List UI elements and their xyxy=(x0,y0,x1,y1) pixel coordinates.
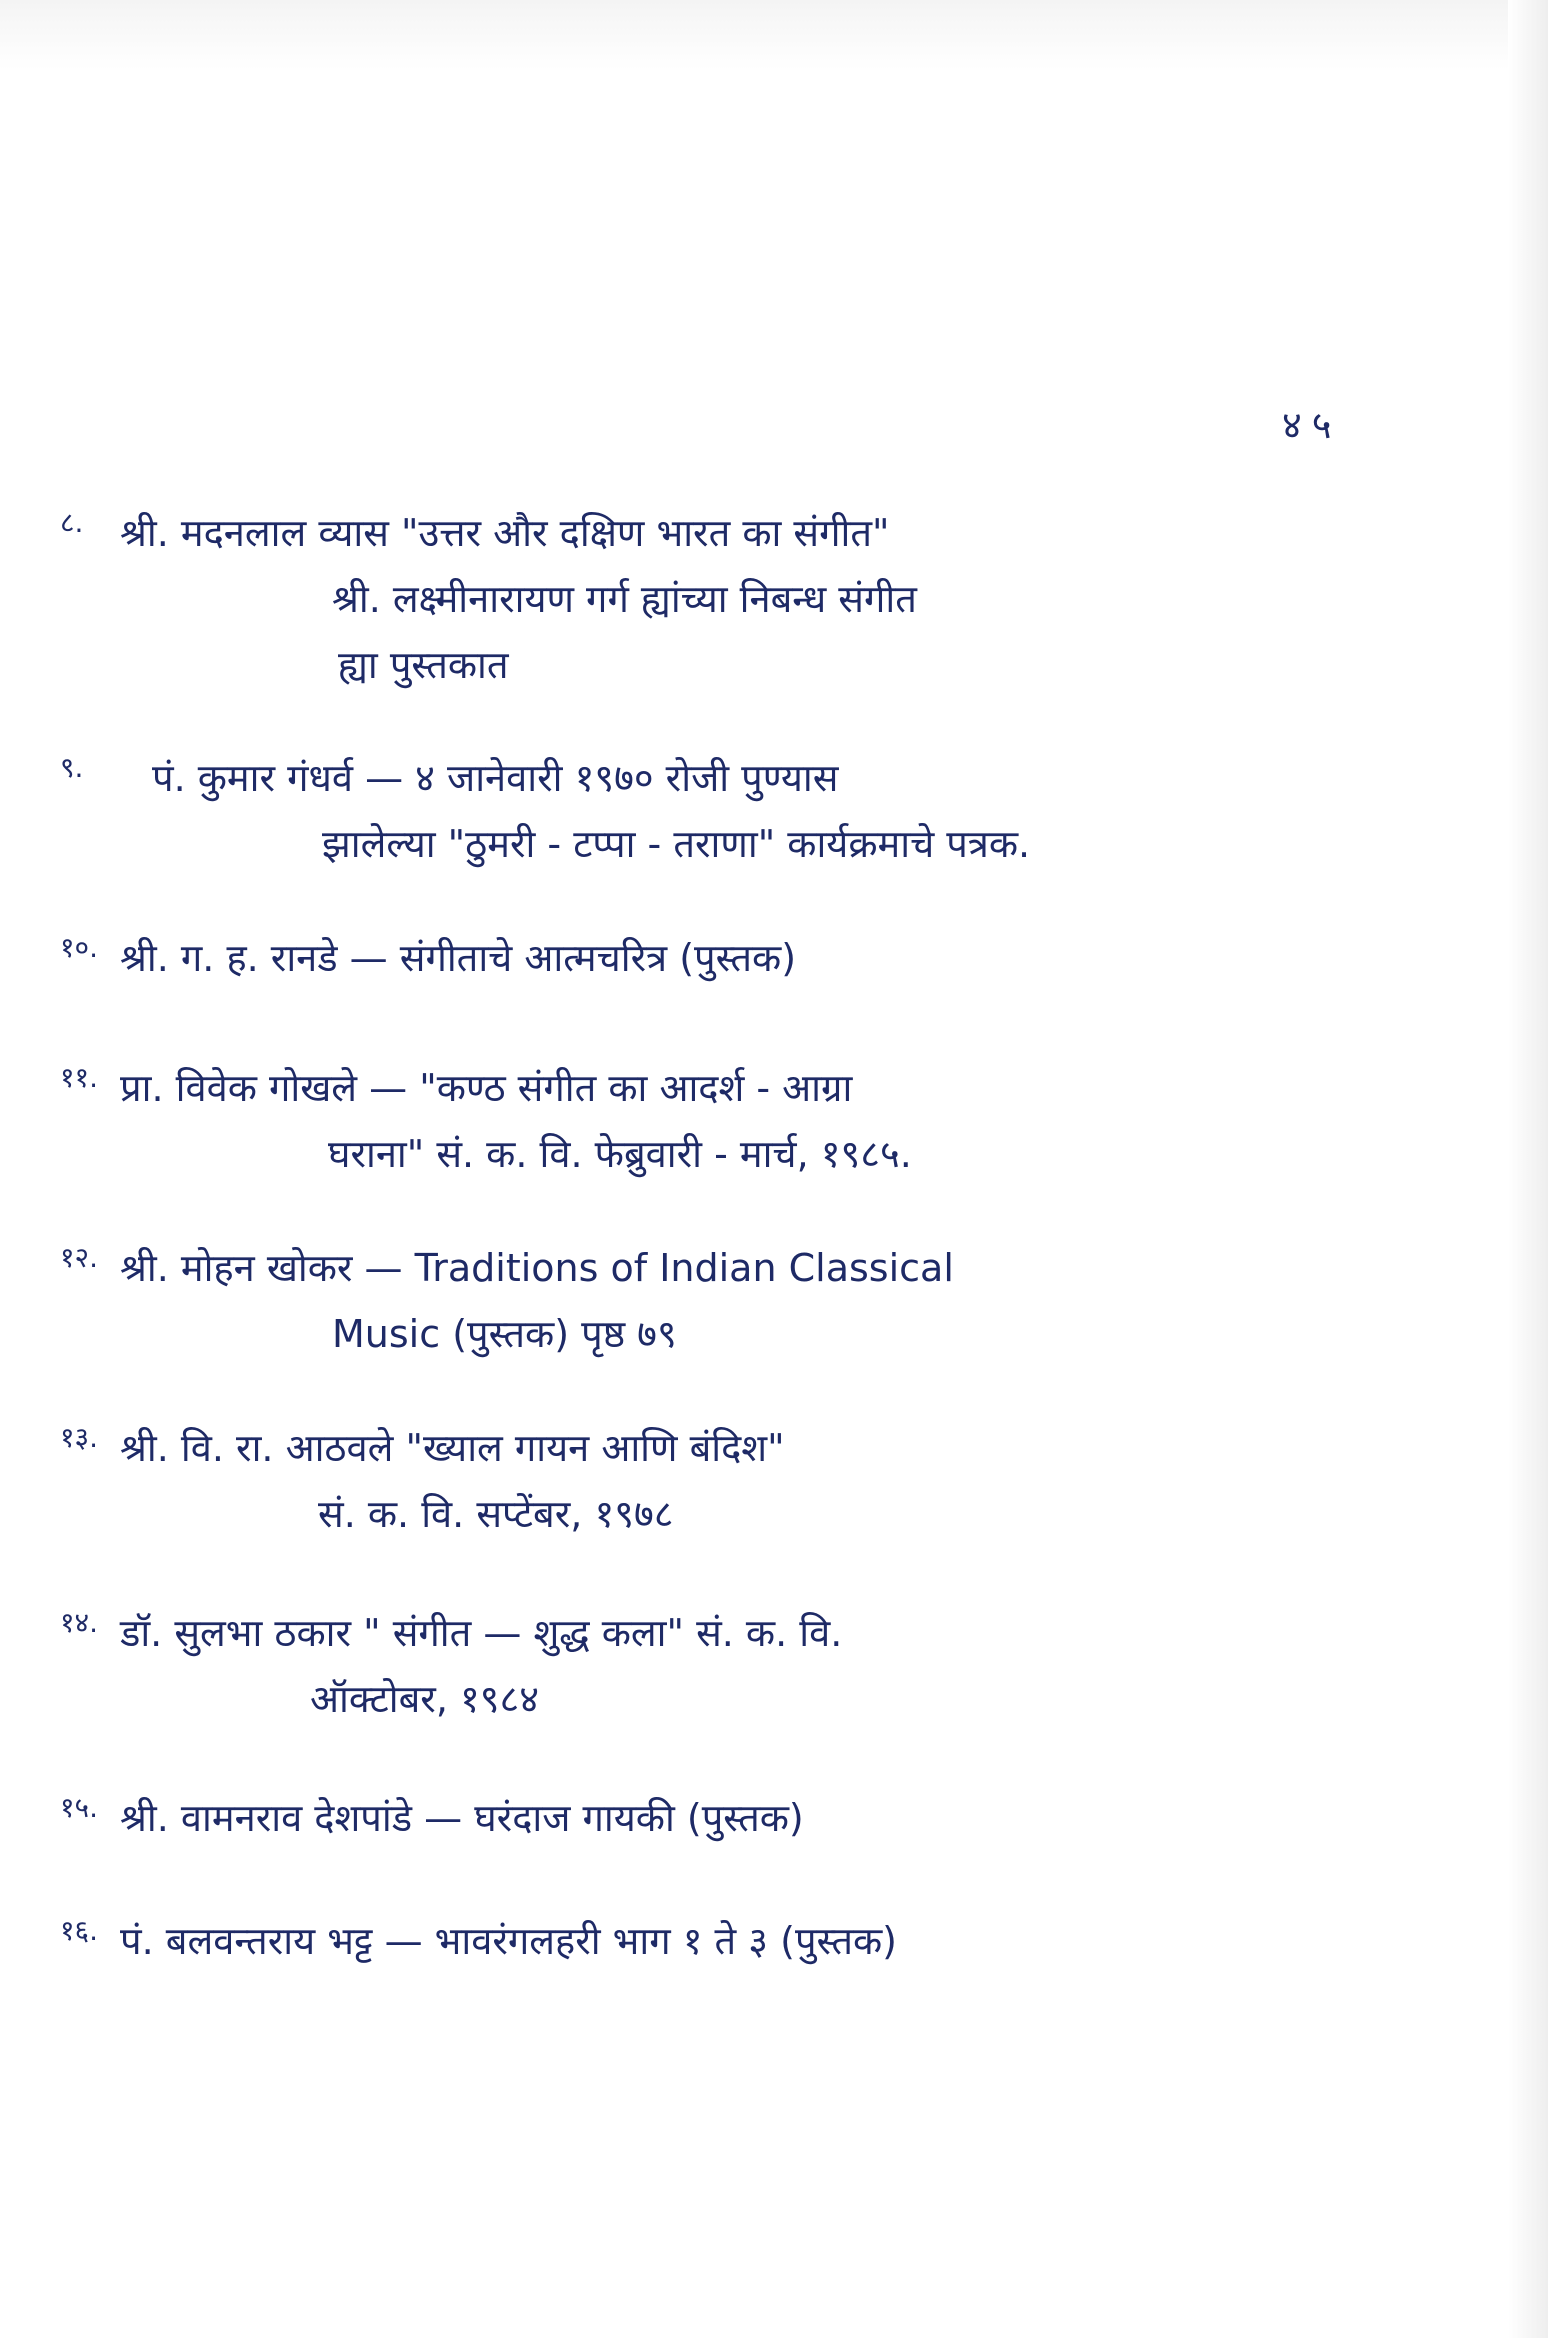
entry-line: श्री. मोहन खोकर — Traditions of Indian Classical xyxy=(120,1246,954,1290)
entry-number: ८. xyxy=(60,506,84,539)
entry-line: डॉ. सुलभा ठकार " संगीत — शुद्ध कला" सं. क. वि. xyxy=(120,1611,843,1655)
page-top-edge xyxy=(0,0,1548,70)
entry-line: श्री. ग. ह. रानडे — संगीताचे आत्मचरित्र (पुस्तक) xyxy=(120,936,797,980)
entry-number: १३. xyxy=(60,1421,99,1454)
page-right-edge xyxy=(1508,0,1548,2338)
entry-line: श्री. लक्ष्मीनारायण गर्ग ह्यांच्या निबन्ध संगीत xyxy=(332,577,917,621)
entry-line: सं. क. वि. सप्टेंबर, १९७८ xyxy=(318,1492,674,1536)
entry-line: घराना" सं. क. वि. फेब्रुवारी - मार्च, १९८५. xyxy=(328,1132,912,1176)
entry-line: श्री. वामनराव देशपांडे — घरंदाज गायकी (पुस्तक) xyxy=(120,1796,804,1840)
entry-number: १०. xyxy=(60,931,99,964)
entry-number: ९. xyxy=(60,751,84,784)
entry-line: ह्या पुस्तकात xyxy=(338,643,509,687)
entry-line: श्री. मदनलाल व्यास "उत्तर और दक्षिण भारत का संगीत" xyxy=(120,511,890,555)
entry-line: पं. बलवन्तराय भट्ट — भावरंगलहरी भाग १ ते ३ (पुस्तक) xyxy=(120,1919,897,1963)
entry-number: १२. xyxy=(60,1241,99,1274)
entry-line: Music (पुस्तक) पृष्ठ ७९ xyxy=(332,1312,677,1356)
entry-line: श्री. वि. रा. आठवले "ख्याल गायन आणि बंदिश" xyxy=(120,1426,785,1470)
entry-number: १४. xyxy=(60,1606,99,1639)
entry-number: ११. xyxy=(60,1061,99,1094)
entry-line: प्रा. विवेक गोखले — "कण्ठ संगीत का आदर्श - आग्रा xyxy=(120,1066,853,1110)
entry-line: झालेल्या "ठुमरी - टप्पा - तराणा" कार्यक्रमाचे पत्रक. xyxy=(322,822,1031,866)
entry-line: ऑक्टोबर, १९८४ xyxy=(310,1677,540,1721)
page-number: ४५ xyxy=(1282,403,1342,447)
entry-line: पं. कुमार गंधर्व — ४ जानेवारी १९७० रोजी पुण्यास xyxy=(152,756,839,800)
entry-number: १६. xyxy=(60,1914,99,1947)
entry-number: १५. xyxy=(60,1791,99,1824)
